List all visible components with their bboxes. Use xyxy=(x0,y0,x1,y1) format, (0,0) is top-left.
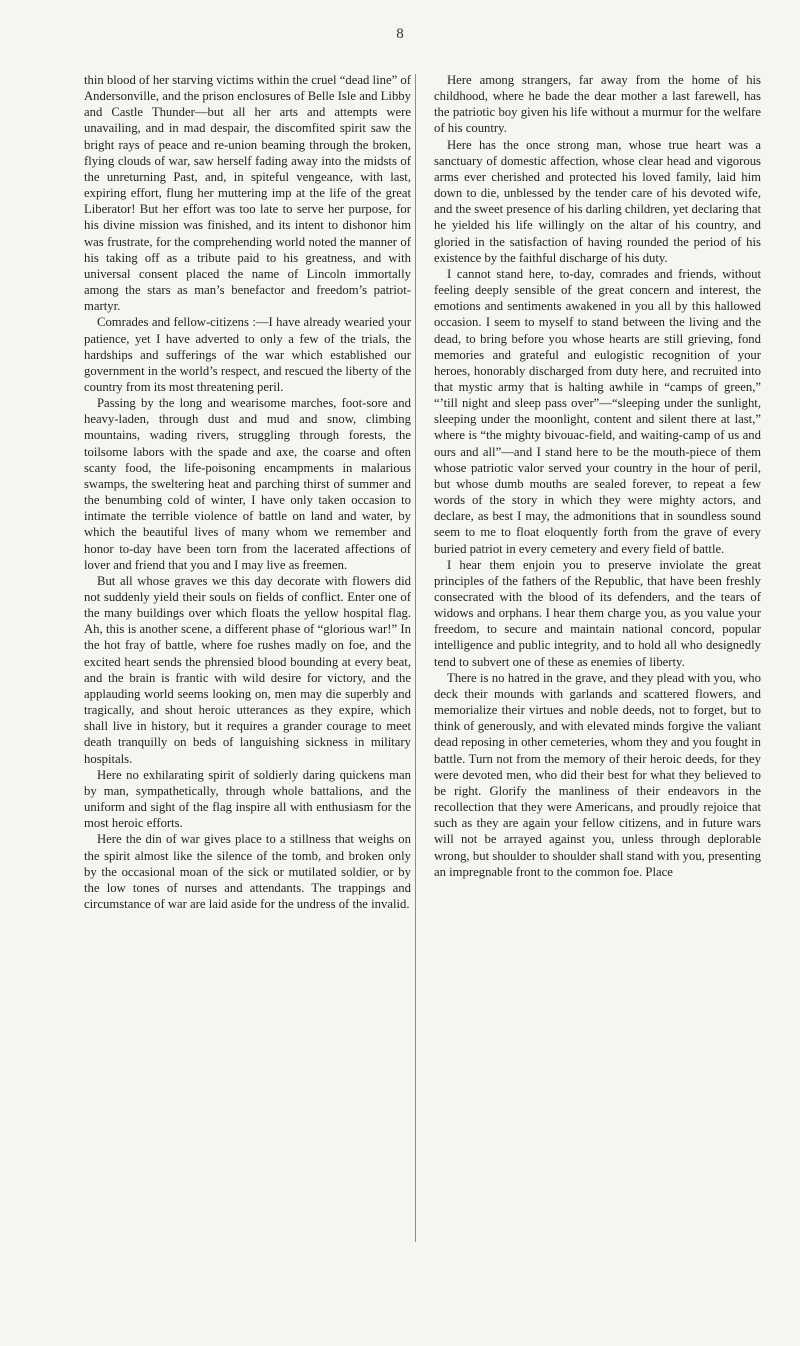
paragraph: But all whose graves we this day decorate with flowers did not suddenly yield their souls on fields of conflict. Enter one of the many buildings over which floats the yellow hospital flag. Ah, this is another scene, a different phase of “glorious war!” In the hot fray of battle, where foe rushes madly on foe, and the excited heart sends the phrensied blood bounding at every beat, and the brain is frantic with wild desire for victory, and the applauding world seems looking on, men may die superbly and tragically, and shout heroic utterances as they expire, which shall live in history, but it requires a grander courage to meet death tranquilly on beds of languishing sickness in military hospitals. xyxy=(84,573,411,766)
column-divider xyxy=(415,74,416,1242)
paragraph: Here among strangers, far away from the home of his childhood, where he bade the dear mother a last farewell, has the patriotic boy given his life without a murmur for the welfare of his country. xyxy=(434,73,761,136)
paragraph: thin blood of her starving victims within the cruel “dead line” of Andersonville, and the prison enclosures of Belle Isle and Libby and Castle Thunder—but all her arts and attempts were unavailing, and in mad despair, the discomfited spirit saw the bright rays of peace and re-union beaming through the broken, flying clouds of war, saw herself fading away into the midsts of the unreturning Past, and, in spiteful vengeance, with last, expiring effort, flung her muttering imp at the life of the great Liberator! But her effort was too late to serve her purpose, for his divine mission was finished, and its intent to dishonor him was frustrate, for the comprehending world noted the manner of his taking off as a tribute paid to his greatness, and with universal consent placed the name of Lincoln immortally among the stars as man’s benefactor and freedom’s patriot-martyr. xyxy=(84,73,411,314)
paragraph: Here no exhilarating spirit of soldierly daring quickens man by man, sympathetically, through whole battalions, and the uniform and sight of the flag inspire all with enthusiasm for the most heroic efforts. xyxy=(84,767,411,831)
paragraph: Here the din of war gives place to a stillness that weighs on the spirit almost like the silence of the tomb, and broken only by the occasional moan of the sick or mutilated soldier, or by the low tones of nurses and attendants. The trappings and circumstance of war are laid aside for the undress of the invalid. xyxy=(84,832,411,911)
paragraph: Here has the once strong man, whose true heart was a sanctuary of domestic affection, whose clear head and vigorous arms ever cherished and protected his loved family, laid him down to die, unblessed by the tender care of his devoted wife, and the sweet presence of his darling children, yet declaring that he yielded his life willingly on the altar of his country, and gloried in the satisfaction of having rounded the period of his existence by the faithful discharge of his duty. xyxy=(434,137,761,265)
paragraph: I hear them enjoin you to preserve inviolate the great principles of the fathers of the Republic, that have been freshly consecrated with the blood of its defenders, and the tears of widows and orphans. I hear them charge you, as you value your freedom, to secure and maintain national concord, popular intelligence and public integrity, and to hold all who designedly tend to subvert one of these as enemies of liberty. xyxy=(434,557,761,669)
paragraph: Passing by the long and wearisome marches, foot-sore and heavy-laden, through dust and mud and snow, climbing mountains, wading rivers, struggling through forests, the toilsome labors with the spade and axe, the coarse and often scanty food, the life-poisoning encampments in malarious swamps, the sweltering heat and parching thirst of summer and the benumbing cold of winter, I have only taken occasion to intimate the terrible violence of battle on land and water, by which the beautiful lives of many whom we remember and honor to-day have been torn from the lacerated affections of lover and friend that you and I may live as freemen. xyxy=(84,396,411,572)
page-number: 8 xyxy=(396,26,404,42)
paragraph: I cannot stand here, to-day, comrades and friends, without feeling deeply sensible of the great concern and interest, the emotions and sentiments awakened in you all by this hallowed occasion. I seem to myself to stand between the living and the dead, to bring before you whose hearts are still grieving, fond memories and grateful and eulogistic recognition of your heroes, honorably discharged from duty here, and recruited into that mystic army that is halting awhile in “camps of green,” “’till night and sleep pass over”—“sleeping under the sunlight, sleeping under the moonlight, content and silent there at last,” where is “the mighty bivouac-field, and waiting-camp of us and ours and all”—and I stand here to be the mouth-piece of them whose patriotic valor served your country in the hour of peril, but whose dumb mouths are sealed forever, to repeat a few words of the story in which they were mighty actors, and declare, as best I may, the admonitions that in soundless sound seem to me to float eloquently forth from the grave of every buried patriot in every cemetery and every field of battle. xyxy=(434,266,761,556)
right-text-column xyxy=(434,72,761,880)
left-text-column xyxy=(84,72,411,912)
paragraph: There is no hatred in the grave, and they plead with you, who deck their mounds with garlands and scattered flowers, and memorialize their virtues and noble deeds, not to forget, but to think of generously, and with elevated minds forgive the valiant dead reposing in other cemeteries, whom they and you fought in battle. Turn not from the memory of their heroic deeds, for they were devoted men, who did their best for what they believed to be right. Glorify the manliness of their endeavors in the recollection that they were Americans, and proudly rejoice that such as they are again your fellow citizens, and in future wars will not be arrayed against you, unless through deplorable wrong, but shoulder to shoulder shall stand with you, presenting an impregnable front to the common foe. Place xyxy=(434,670,761,879)
paragraph: Comrades and fellow-citizens :—I have already wearied your patience, yet I have adverted to only a few of the trials, the hardships and sufferings of the war which established our government in the world’s respect, and rescued the liberty of the country from its most threatening peril. xyxy=(84,315,411,394)
